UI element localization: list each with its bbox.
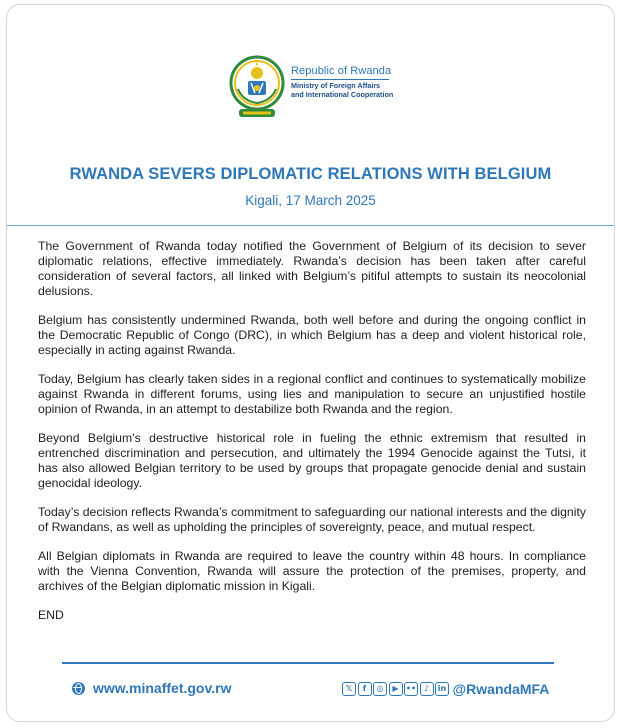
x-icon[interactable]: 𝕏 (342, 682, 356, 696)
org-name-block (291, 65, 393, 99)
paragraph: Today’s decision reflects Rwanda’s commitment to safeguarding our national interests and the dignity of Rwandans, as well as upholding the principles of sovereignty, peace, and mutual respect. (38, 505, 586, 534)
rwanda-seal-icon (229, 53, 285, 121)
paragraph: All Belgian diplomats in Rwanda are required to leave the country within 48 hours. In compliance with the Vienna Convention, Rwanda will assure the protection of the premises, property, and archives of the Belgian diplomatic mission in Kigali. (38, 549, 586, 593)
paragraph: The Government of Rwanda today notified the Government of Belgium of its decision to sever diplomatic relations, effective immediately. Rwanda’s decision has been taken after careful consideration of several factors, all linked with Belgium’s pitiful attempts to sustain its neocolonial delusions. (38, 239, 586, 298)
ministry-logo (229, 53, 419, 125)
paragraph: Belgium has consistently undermined Rwanda, both well before and during the ongoing conflict in the Democratic Republic of Congo (DRC), in which Belgium has a deep and violent historical role, especially in acting against Rwanda. (38, 313, 586, 357)
social-links (342, 681, 549, 697)
linkedin-icon[interactable]: in (435, 682, 449, 696)
paragraph: Beyond Belgium’s destructive historical role in fueling the ethnic extremism that resulted in entrenched discrimination and persecution, and ultimately the 1994 Genocide against the Tutsi, it has also allowed Belgian territory to be used by groups that propagate genocide denial and sustain genocidal ideology. (38, 431, 586, 490)
website-text[interactable]: www.minaffet.gov.rw (93, 680, 232, 696)
release-body (38, 239, 586, 637)
footer (7, 680, 614, 700)
ministry-label-line2: and International Cooperation (291, 89, 394, 99)
header-divider (7, 225, 614, 226)
dateline: Kigali, 17 March 2025 (245, 193, 376, 208)
paragraph: Today, Belgium has clearly taken sides in a regional conflict and continues to systematically mobilize against Rwanda in different forums, using lies and manipulation to secure an unjustified hostile opinion of Rwanda, in an attempt to destabilize both Rwanda and the region. (38, 372, 586, 416)
social-handle[interactable]: @RwandaMFA (452, 681, 550, 697)
ministry-label-line1: Ministry of Foreign Affairs (291, 81, 381, 90)
flickr-icon[interactable]: •• (404, 682, 418, 696)
footer-divider (62, 662, 554, 664)
tiktok-icon[interactable]: ♪ (420, 682, 434, 696)
globe-icon (72, 682, 85, 695)
release-title: RWANDA SEVERS DIPLOMATIC RELATIONS WITH BELGIUM (69, 165, 552, 183)
youtube-icon[interactable]: ▶ (389, 682, 403, 696)
press-release-card (6, 4, 615, 722)
republic-label: Republic of Rwanda (291, 65, 392, 77)
website-link[interactable] (72, 680, 231, 696)
facebook-icon[interactable]: f (358, 682, 372, 696)
end-marker: END (38, 608, 64, 622)
instagram-icon[interactable]: ◎ (373, 682, 387, 696)
org-divider (291, 79, 389, 80)
